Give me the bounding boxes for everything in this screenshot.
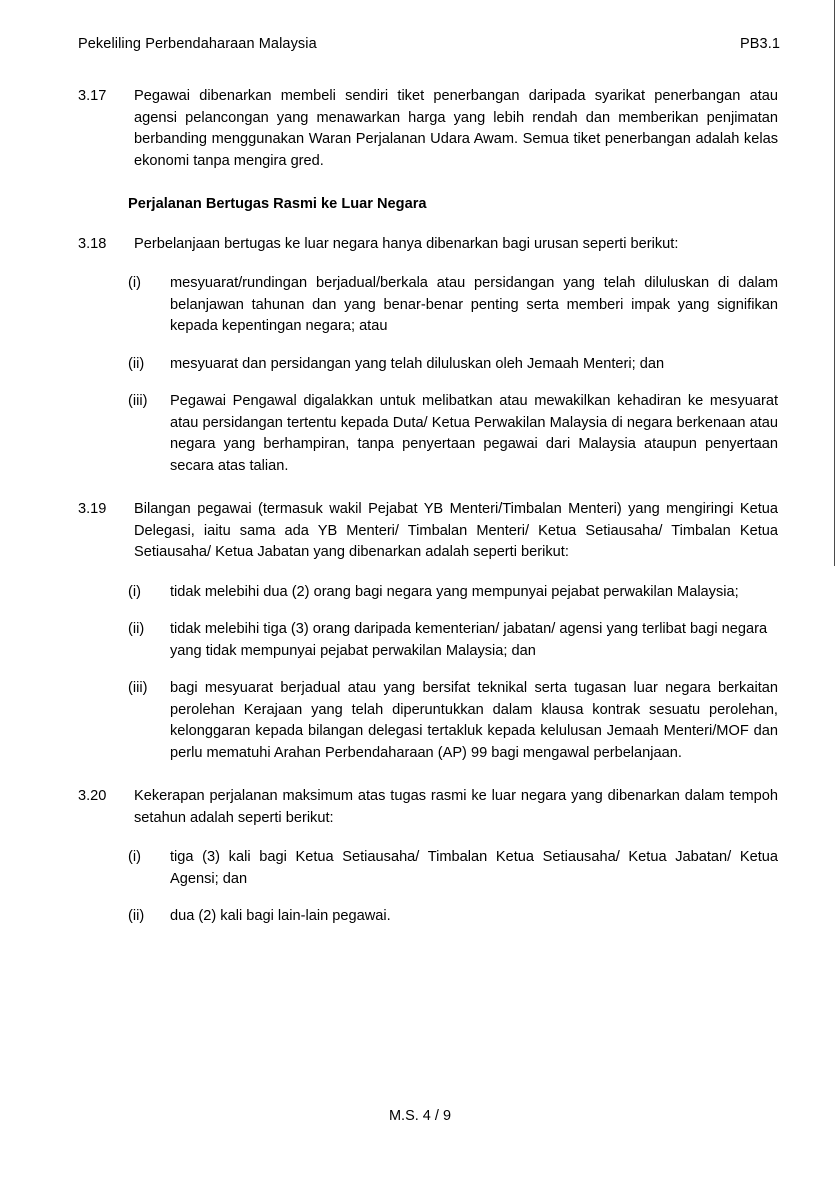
list-item bbox=[128, 354, 778, 376]
clause-3-19 bbox=[78, 499, 778, 564]
list-item bbox=[128, 273, 778, 338]
list-item-text: mesyuarat dan persidangan yang telah diluluskan oleh Jemaah Menteri; dan bbox=[170, 355, 665, 372]
list-item-text: bagi mesyuarat berjadual atau yang bersifat teknikal serta tugasan luar negara berkaitan perolehan Kerajaan yang telah diperuntukkan dalam klausa kontrak sesuatu perolehan, kelonggaran kepada bilangan delegasi tertakluk kepada kelulusan Jemaah Menteri/MOF dan perlu mematuhi Arahan Perbendaharaan (AP) 99 bagi mengawal perbelanjaan. bbox=[170, 680, 778, 761]
list-item bbox=[128, 906, 778, 928]
list-item-text: dua (2) kali bagi lain-lain pegawai. bbox=[170, 908, 391, 924]
list-item-marker: (ii) bbox=[128, 355, 145, 372]
clause-number: 3.17 bbox=[78, 88, 107, 104]
list-item bbox=[128, 619, 778, 662]
clause-3-17 bbox=[78, 86, 778, 172]
page-number-label: M.S. 4 / 9 bbox=[388, 1108, 452, 1124]
clause-3-20 bbox=[78, 786, 778, 829]
list-item-marker: (i) bbox=[128, 583, 141, 600]
clause-number: 3.19 bbox=[78, 501, 107, 517]
page-header bbox=[78, 36, 780, 52]
clause-text: Kekerapan perjalanan maksimum atas tugas rasmi ke luar negara yang dibenarkan dalam tempoh setahun adalah seperti berikut: bbox=[134, 788, 778, 826]
list-item bbox=[128, 582, 778, 604]
clause-3-18 bbox=[78, 234, 778, 256]
list-item bbox=[128, 391, 778, 477]
subitem-list-3-18 bbox=[128, 273, 778, 477]
list-item-marker: (iii) bbox=[128, 393, 148, 409]
list-item bbox=[128, 847, 778, 890]
clause-text: Perbelanjaan bertugas ke luar negara hanya dibenarkan bagi urusan seperti berikut: bbox=[134, 235, 679, 252]
page-edge-artifact bbox=[834, 0, 835, 566]
list-item-text: tidak melebihi dua (2) orang bagi negara yang mempunyai pejabat perwakilan Malaysia; bbox=[170, 583, 739, 600]
header-document-code: PB3.1 bbox=[740, 36, 780, 52]
document-body bbox=[78, 86, 778, 944]
clause-number: 3.18 bbox=[78, 235, 107, 252]
list-item-marker: (iii) bbox=[128, 680, 148, 696]
clause-number: 3.20 bbox=[78, 788, 107, 804]
clause-text: Pegawai dibenarkan membeli sendiri tiket penerbangan daripada syarikat penerbangan atau agensi pelancongan yang menawarkan harga yang lebih rendah dan memberikan penjimatan berbanding menggunakan Waran Perjalanan Udara Awam. Semua tiket penerbangan adalah kelas ekonomi tanpa mengira gred. bbox=[134, 88, 778, 169]
list-item-text: tidak melebihi tiga (3) orang daripada kementerian/ jabatan/ agensi yang terlibat bagi negara yang tidak mempunyai pejabat perwakilan Malaysia; dan bbox=[170, 621, 768, 659]
list-item-marker: (i) bbox=[128, 275, 141, 291]
list-item-marker: (ii) bbox=[128, 621, 145, 637]
section-heading: Perjalanan Bertugas Rasmi ke Luar Negara bbox=[128, 196, 427, 212]
list-item-text: tiga (3) kali bagi Ketua Setiausaha/ Timbalan Ketua Setiausaha/ Ketua Jabatan/ Ketua Agensi; dan bbox=[170, 849, 778, 887]
header-document-title: Pekeliling Perbendaharaan Malaysia bbox=[78, 36, 317, 52]
clause-text: Bilangan pegawai (termasuk wakil Pejabat YB Menteri/Timbalan Menteri) yang mengiringi Ketua Delegasi, iaitu sama ada YB Menteri/ Timbalan Menteri/ Ketua Setiausaha/ Timbalan Ketua Setiausaha/ Ketua Jabatan yang dibenarkan adalah seperti berikut: bbox=[134, 501, 778, 560]
list-item bbox=[128, 678, 778, 764]
list-item-marker: (ii) bbox=[128, 908, 145, 924]
list-item-text: Pegawai Pengawal digalakkan untuk melibatkan atau mewakilkan kehadiran ke mesyuarat atau persidangan tertentu kepada Duta/ Ketua Perwakilan Malaysia di negara berkenaan atau negara yang berhampiran, tanpa penyertaan pegawai dari Malaysia ataupun penyertaan secara atas talian. bbox=[170, 393, 778, 474]
list-item-text: mesyuarat/rundingan berjadual/berkala atau persidangan yang telah diluluskan di dalam belanjawan tahunan dan yang benar-benar penting serta memberi impak yang signifikan kepada kepentingan negara; atau bbox=[170, 275, 778, 334]
subitem-list-3-19 bbox=[128, 582, 778, 765]
page-footer bbox=[0, 1108, 840, 1124]
subitem-list-3-20 bbox=[128, 847, 778, 928]
list-item-marker: (i) bbox=[128, 849, 141, 865]
